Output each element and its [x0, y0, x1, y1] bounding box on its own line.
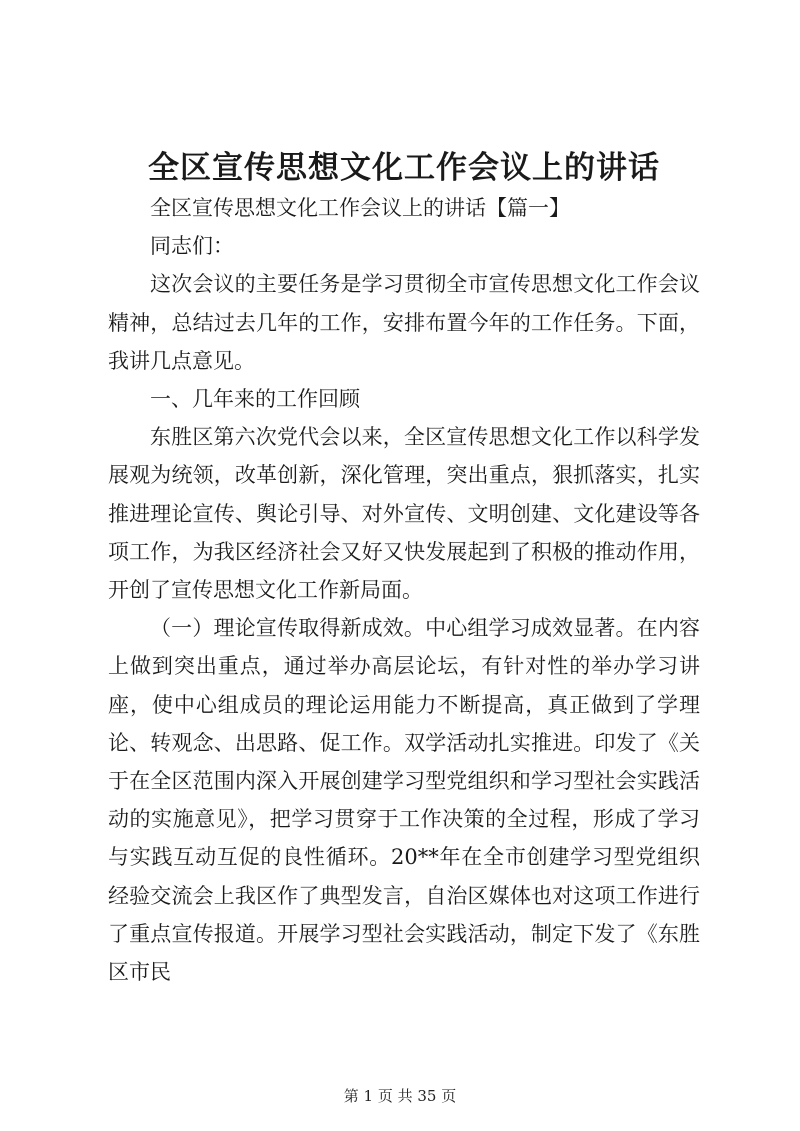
- section-subtitle: 全区宣传思想文化工作会议上的讲话【篇一】: [150, 196, 570, 220]
- greeting: 同志们：: [150, 234, 234, 259]
- paragraph-review: 东胜区第六次党代会以来，全区宣传思想文化工作以科学发展观为统领，改革创新，深化管理，突出重点，狠抓落实，扎实推进理论宣传、舆论引导、对外宣传、文明创建、文化建设等各项工作，为我区经济社会又好又快发展起到了积极的推动作用，开创了宣传思想文化工作新局面。: [108, 425, 700, 603]
- section-heading: 一、几年来的工作回顾: [150, 387, 360, 412]
- document-body: [108, 189, 700, 991]
- document-title: 全区宣传思想文化工作会议上的讲话: [148, 150, 660, 186]
- paragraph-theory: （一）理论宣传取得新成效。中心组学习成效显著。在内容上做到突出重点，通过举办高层论坛，有针对性的举办学习讲座，使中心组成员的理论运用能力不断提高，真正做到了学理论、转观念、出思路、促工作。双学活动扎实推进。印发了《关于在全区范围内深入开展创建学习型党组织和学习型社会实践活动的实施意见》，把学习贯穿于工作决策的全过程，形成了学习与实践互动互促的良性循环。20**年在全市创建学习型党组织经验交流会上我区作了典型发言，自治区媒体也对这项工作进行了重点宣传报道。开展学习型社会实践活动，制定下发了《东胜区市民: [108, 616, 700, 985]
- page-number-footer: 第 1 页 共 35 页: [343, 1087, 457, 1105]
- paragraph-intro: 这次会议的主要任务是学习贯彻全市宣传思想文化工作会议精神，总结过去几年的工作，安排布置今年的工作任务。下面，我讲几点意见。: [108, 272, 700, 373]
